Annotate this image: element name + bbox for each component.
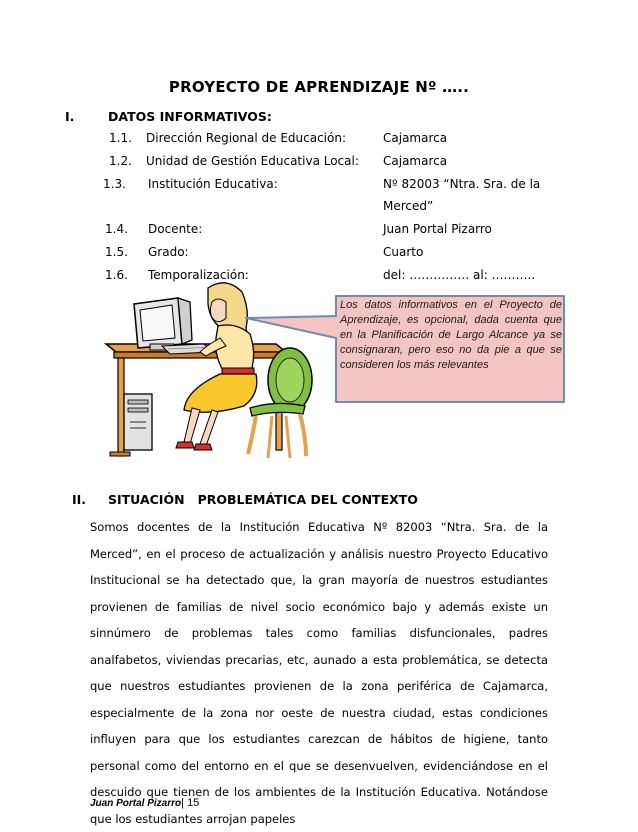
info-row-number: 1.4.	[105, 222, 128, 236]
footer-separator: |	[181, 797, 184, 809]
info-row-value: Nº 82003 “Ntra. Sra. de la	[383, 177, 541, 191]
section-2-paragraph	[90, 514, 548, 832]
section-2-heading: SITUACIÓN PROBLEMÁTICA DEL CONTEXTO	[108, 492, 418, 507]
info-row-value: Cuarto	[383, 245, 424, 259]
info-row-continuation	[0, 199, 638, 215]
info-row-value: del: …………… al: ………..	[383, 268, 536, 282]
section-1-heading: DATOS INFORMATIVOS:	[108, 109, 272, 124]
info-row-number: 1.5.	[105, 245, 128, 259]
info-row	[0, 245, 638, 261]
info-row-number: 1.1.	[109, 131, 132, 145]
info-row-label: Docente:	[148, 222, 203, 236]
info-row-label: Temporalización:	[148, 268, 249, 282]
info-row	[0, 222, 638, 238]
info-row-value-continued: Merced”	[383, 199, 434, 213]
section-1-number: I.	[65, 109, 75, 124]
section-2-number: II.	[72, 492, 87, 507]
info-row-number: 1.6.	[105, 268, 128, 282]
info-row	[0, 154, 638, 170]
callout-text: Los datos informativos en el Proyecto de Aprendizaje, es opcional, dada cuenta que en la Planificación de Largo Alcance ya se consignaran, pero eso no da pie a que se consideren los más relevantes	[340, 299, 562, 371]
paragraph-text: Somos docentes de la Institución Educativa Nº 82003 “Ntra. Sra. de la Merced”, en el proceso de actualización y análisis nuestro Proyecto Educativo Institucional se ha detectado que, la gran mayoría de nuestros estudiantes provienen de familias de nivel socio económico bajo y además existe un sinnúmero de problemas tales como familias disfuncionales, padres analfabetos, viviendas precarias, etc, aunado a esta problemática, se detecta que nuestros estudiantes provienen de la zona periférica de Cajamarca, especialmente de la zona nor oeste de nuestra ciudad, estas condiciones influyen para que los estudiantes carezcan de hábitos de higiene, tanto personal como del entorno en el que se desenvuelven, evidenciándose en el descuido que tienen de los ambientes de la Institución Educativa. Notándose que los estudiantes arrojan papeles	[90, 520, 548, 826]
info-row-number: 1.2.	[109, 154, 132, 168]
info-row-value: Cajamarca	[383, 154, 448, 168]
footer-author: Juan Portal Pizarro	[90, 798, 182, 809]
info-row-label: Institución Educativa:	[148, 177, 278, 191]
info-row	[0, 177, 638, 193]
info-row	[0, 131, 638, 147]
info-row-number: 1.3.	[103, 177, 126, 191]
info-row-value: Juan Portal Pizarro	[383, 222, 492, 236]
info-row-label: Unidad de Gestión Educativa Local:	[146, 154, 359, 168]
page-number: 15	[187, 797, 200, 809]
info-row-label: Dirección Regional de Educación:	[146, 131, 346, 145]
page-title: PROYECTO DE APRENDIZAJE Nº …..	[168, 78, 470, 96]
info-row-value: Cajamarca	[383, 131, 448, 145]
page-footer	[90, 797, 199, 809]
info-row-label: Grado:	[148, 245, 189, 259]
